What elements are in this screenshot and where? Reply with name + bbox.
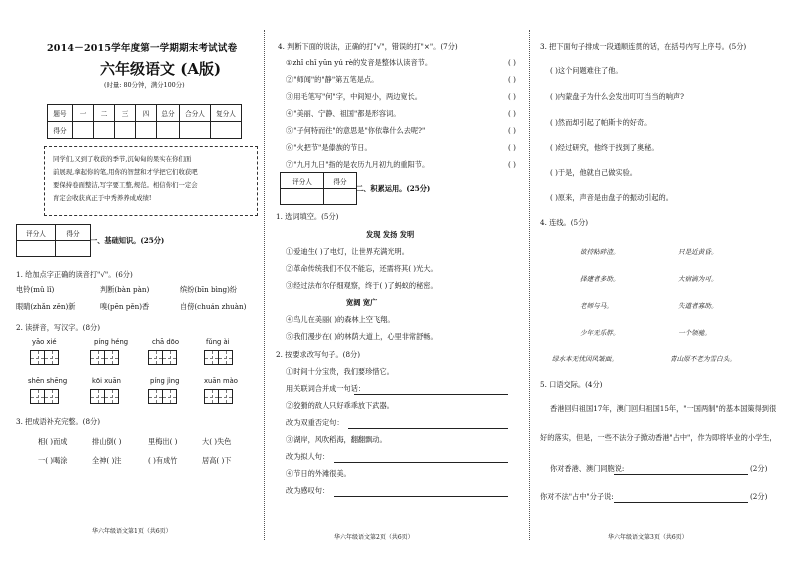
score-header-cell: 合分人 (180, 105, 211, 122)
idiom-item[interactable]: 排山倒( ) (92, 437, 122, 446)
notice-line: 前展现,拿起你的笔,用你的智慧和才学把它们收获吧 (53, 168, 198, 176)
question-3: 3. 把下面句子排成一段通顺连贯的话，在括号内写上序号。(5分) (540, 42, 747, 51)
pinyin-label: shēn shēng (28, 377, 68, 385)
q5-score: (2分) (750, 492, 768, 501)
exam-subtitle: 六年级语文 (A版) (100, 60, 222, 78)
writing-grid[interactable] (204, 350, 232, 365)
rewrite-instruction: 改为感叹句： (286, 486, 330, 495)
answer-paren[interactable]: ( ) (508, 109, 516, 118)
order-item[interactable]: ( )于是，他就自己做实验。 (550, 168, 637, 177)
score-header-cell: 二 (94, 105, 115, 122)
score-header-cell: 总分 (157, 105, 180, 122)
score-header-cell: 一 (73, 105, 94, 122)
notice-line: 同学们,又到了收获的季节,沉甸甸的果实在你们面 (53, 155, 192, 163)
writing-grid[interactable] (90, 350, 118, 365)
q1-item: 判断(bàn pàn) (100, 285, 150, 294)
match-left[interactable]: 择建者多助。 (580, 275, 620, 283)
writing-grid[interactable] (204, 389, 232, 404)
order-item[interactable]: ( )然而却引起了帕斯卡的好奇。 (550, 118, 652, 127)
scorer-box (280, 172, 357, 205)
pinyin-label: fǔng ài (206, 338, 230, 346)
scorer-label: 评分人 (281, 173, 324, 189)
pinyin-label: chā dōo (152, 338, 180, 346)
notice-line: 要保持卷面整洁,写字要工整,规范。相信你们一定会 (53, 181, 198, 189)
writing-grid[interactable] (30, 350, 58, 365)
notice-line: 育定会收获真正于中秀养养成成绩! (53, 194, 152, 202)
score-cell[interactable] (73, 122, 94, 139)
score-cell[interactable] (157, 122, 180, 139)
page-footer: 华六年级语文第2页（共6页） (334, 534, 414, 541)
match-right[interactable]: 失道者寡助。 (678, 302, 718, 310)
rewrite-instruction: 用关联词合并成一句话： (286, 384, 366, 393)
pinyin-label: píng jìng (150, 377, 180, 385)
idiom-item[interactable]: 里梅出( ) (148, 437, 178, 446)
score-header-cell: 题号 (48, 105, 73, 122)
time-note: (时量: 80分钟，满分100分) (104, 81, 185, 89)
answer-paren[interactable]: ( ) (508, 126, 516, 135)
answer-paren[interactable]: ( ) (508, 143, 516, 152)
fill-item[interactable]: ④鸟儿在美丽( )的森林上空飞翔。 (286, 315, 395, 324)
question-4: 4. 判断下面的说法，正确的打"√"，错误的打"×"。(7分) (278, 42, 458, 51)
writing-grid[interactable] (148, 389, 176, 404)
match-right[interactable]: 青山原不老为雪白头。 (670, 355, 736, 363)
q5-prompt: 你对香港、澳门同胞说: (550, 464, 625, 473)
answer-paren[interactable]: ( ) (508, 75, 516, 84)
judge-item: ⑦"九月九日"指的是农历九月初九的重阳节。 (286, 160, 430, 169)
idiom-item[interactable]: 居高( )下 (202, 456, 232, 465)
column-page-2 (262, 0, 530, 561)
score-label: 得分 (56, 225, 91, 241)
match-left[interactable]: 绿水本无忧因风皱面。 (552, 355, 618, 363)
q5-score: (2分) (750, 464, 768, 473)
word-bank: 发现 发扬 发明 (366, 230, 415, 239)
question-1: 1. 给加点字正确的读音打"√"。(6分) (16, 270, 133, 279)
fill-item[interactable]: ①爱迪生( )了电灯，让世界充满光明。 (286, 247, 409, 256)
score-row-label: 得分 (48, 122, 73, 139)
scorer-label: 评分人 (17, 225, 56, 241)
score-cell[interactable] (324, 189, 357, 205)
answer-line[interactable] (614, 502, 748, 503)
question-4: 4. 连线。(5分) (540, 218, 589, 227)
idiom-item[interactable]: ( )有成竹 (148, 456, 178, 465)
scorer-cell[interactable] (281, 189, 324, 205)
writing-grid[interactable] (30, 389, 58, 404)
q1-item: 眼睛(zhǎn zěn)新 (16, 302, 76, 311)
rewrite-instruction: 改为双重否定句： (286, 418, 344, 427)
column-page-1 (0, 0, 262, 561)
score-table (47, 104, 242, 139)
rewrite-sentence: ④节日的外滩很美。 (286, 469, 351, 478)
score-table-header (48, 105, 242, 122)
idiom-item[interactable]: 大( )失色 (202, 437, 232, 446)
answer-line[interactable] (354, 394, 508, 395)
question-2: 2. 读拼音，写汉字。(8分) (16, 323, 101, 332)
judge-item: ①zhǐ chǐ yūn yú rè的发音是整体认读音节。 (286, 58, 433, 67)
match-right[interactable]: 大宿滴为可。 (678, 275, 718, 283)
rewrite-instruction: 改为拟人句： (286, 452, 330, 461)
match-left[interactable]: 欲持粘碎渣。 (580, 248, 620, 256)
score-cell[interactable] (94, 122, 115, 139)
answer-line[interactable] (334, 496, 508, 497)
score-header-cell: 三 (115, 105, 136, 122)
match-left[interactable]: 老师与马。 (580, 302, 613, 310)
pinyin-label: píng héng (94, 338, 129, 346)
q5-passage: 香港回归祖国17年，澳门回归祖国15年，"一国两制"的基本国策得到很 (550, 404, 777, 413)
score-cell[interactable] (211, 122, 242, 139)
pinyin-label: xuān mào (204, 377, 238, 385)
score-cell[interactable] (115, 122, 136, 139)
judge-item: ⑥"火把节"是傣族的节日。 (286, 143, 372, 152)
writing-grid[interactable] (148, 350, 176, 365)
question-3: 3. 把成语补充完整。(8分) (16, 417, 101, 426)
judge-item: ④"美丽、宁静、祖国"都是形容词。 (286, 109, 401, 118)
match-right[interactable]: 只是近黄昏。 (678, 248, 718, 256)
pinyin-label: yāo xié (32, 338, 57, 346)
rewrite-sentence: ②狡猾的敌人只好乖乖放下武器。 (286, 401, 394, 410)
section-1-heading: 一、基础知识。(25分) (90, 236, 165, 245)
q1-item: 缤纷(bīn bìng)纷 (180, 285, 238, 294)
judge-item: ③用毛笔写"何"字，中间短小，两边宽长。 (286, 92, 422, 101)
score-cell[interactable] (180, 122, 211, 139)
column-page-3 (530, 0, 794, 561)
answer-paren[interactable]: ( ) (508, 92, 516, 101)
score-label: 得分 (324, 173, 357, 189)
score-table-row (48, 122, 242, 139)
question-1: 1. 选词填空。(5分) (276, 212, 339, 221)
order-item[interactable]: ( )这个问题难住了他。 (550, 66, 623, 75)
fill-item[interactable]: ②革命传统我们不仅不能忘，还需将其( )光大。 (286, 264, 438, 273)
page-footer: 华六年级语文第1页（共6页） (92, 528, 172, 535)
idiom-item[interactable]: 全神( )注 (92, 456, 122, 465)
order-item[interactable]: ( )原来，声音是由盘子的振动引起的。 (550, 193, 673, 202)
scorer-box (16, 224, 91, 257)
order-item[interactable]: ( )经过研究，他终于找到了奥秘。 (550, 143, 659, 152)
question-5: 5. 口语交际。(4分) (540, 380, 603, 389)
fill-item[interactable]: ⑤我们漫步在( )的林荫大道上，心里非常舒畅。 (286, 332, 438, 341)
rewrite-sentence: ③湖岸，风吹稻海，翻翻飘动。 (286, 435, 387, 444)
idiom-item[interactable]: 相( )而成 (38, 437, 68, 446)
score-cell[interactable] (56, 241, 91, 257)
answer-line[interactable] (614, 474, 748, 475)
judge-item: ②"师闻"的"静"第五笔是点。 (286, 75, 379, 84)
notice-box (44, 146, 258, 216)
answer-line[interactable] (334, 462, 508, 463)
q1-item: 电铃(mǔ lǐ) (16, 285, 55, 294)
fill-item[interactable]: ③经过法布尔仔细观察，终于( )了蚂蚁的秘密。 (286, 281, 438, 290)
match-left[interactable]: 少年无乐胖。 (580, 329, 620, 337)
answer-line[interactable] (348, 428, 508, 429)
scorer-cell[interactable] (17, 241, 56, 257)
score-header-cell: 复分人 (211, 105, 242, 122)
score-header-cell: 四 (136, 105, 157, 122)
q5-prompt: 你对不法"占中"分子说: (540, 492, 614, 501)
pinyin-label: kōi xuān (92, 377, 121, 385)
rewrite-sentence: ①时间十分宝贵，我们要珍惜它。 (286, 367, 394, 376)
question-2: 2. 按要求改写句子。(8分) (276, 350, 361, 359)
idiom-item[interactable]: 一( )喝涂 (38, 456, 68, 465)
word-bank: 宽阔 宽广 (346, 298, 378, 307)
order-item[interactable]: ( )内蒙盘子为什么会发出叮叮当当的响声? (550, 92, 684, 101)
answer-paren[interactable]: ( ) (508, 160, 516, 169)
section-2-heading: 二、积累运用。(25分) (356, 184, 431, 193)
writing-grid[interactable] (90, 389, 118, 404)
q5-passage: 好的落实，但是，一些不法分子掀动香港"占中"，作为即将毕业的小学生， (540, 433, 777, 442)
answer-paren[interactable]: ( ) (508, 58, 516, 67)
match-right[interactable]: 一个领驰。 (678, 329, 711, 337)
exam-title: 2014－2015学年度第一学期期末考试试卷 (47, 43, 238, 54)
q1-item: 嗅(pēn pěn)香 (100, 302, 150, 311)
judge-item: ⑤"子何特而往"的意思是"你依靠什么去呢?" (286, 126, 426, 135)
page-footer: 华六年级语文第3页（共6页） (608, 534, 688, 541)
score-cell[interactable] (136, 122, 157, 139)
q1-item: 自傍(chuán zhuàn) (180, 302, 247, 311)
